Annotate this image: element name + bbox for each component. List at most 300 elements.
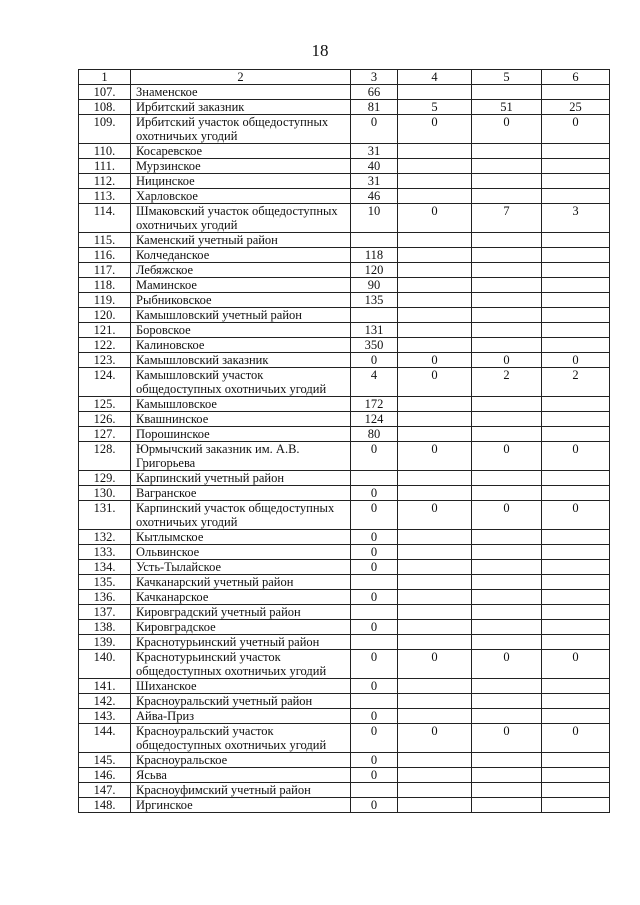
- column-header: 2: [131, 70, 351, 85]
- value-col-6: [542, 338, 610, 353]
- value-col-6: [542, 427, 610, 442]
- value-col-5: [472, 427, 542, 442]
- value-col-5: [472, 85, 542, 100]
- value-col-6: [542, 545, 610, 560]
- value-col-5: [472, 189, 542, 204]
- row-number: 145.: [79, 753, 131, 768]
- area-name: Красноуральское: [131, 753, 351, 768]
- row-number: 115.: [79, 233, 131, 248]
- value-col-3: 0: [351, 679, 398, 694]
- value-col-3: 131: [351, 323, 398, 338]
- area-name: Мурзинское: [131, 159, 351, 174]
- area-name: Качканарский учетный район: [131, 575, 351, 590]
- value-col-3: 46: [351, 189, 398, 204]
- row-number: 110.: [79, 144, 131, 159]
- row-number: 107.: [79, 85, 131, 100]
- value-col-4: 0: [398, 353, 472, 368]
- row-number: 122.: [79, 338, 131, 353]
- row-number: 132.: [79, 530, 131, 545]
- area-name: Кытлымское: [131, 530, 351, 545]
- table-row: [79, 679, 610, 694]
- value-col-4: [398, 159, 472, 174]
- value-col-3: 10: [351, 204, 398, 233]
- value-col-6: [542, 679, 610, 694]
- row-number: 128.: [79, 442, 131, 471]
- value-col-4: 0: [398, 724, 472, 753]
- row-number: 123.: [79, 353, 131, 368]
- table-row: [79, 798, 610, 813]
- value-col-5: [472, 248, 542, 263]
- value-col-3: 0: [351, 442, 398, 471]
- value-col-4: 0: [398, 115, 472, 144]
- row-number: 130.: [79, 486, 131, 501]
- value-col-5: 0: [472, 115, 542, 144]
- value-col-3: 31: [351, 144, 398, 159]
- value-col-4: 0: [398, 204, 472, 233]
- value-col-6: [542, 635, 610, 650]
- value-col-6: 0: [542, 115, 610, 144]
- row-number: 111.: [79, 159, 131, 174]
- value-col-3: 0: [351, 650, 398, 679]
- area-name: Краснотурьинский учетный район: [131, 635, 351, 650]
- table-row: [79, 338, 610, 353]
- row-number: 126.: [79, 412, 131, 427]
- table-row: [79, 248, 610, 263]
- value-col-6: [542, 397, 610, 412]
- value-col-6: [542, 768, 610, 783]
- row-number: 120.: [79, 308, 131, 323]
- value-col-3: 118: [351, 248, 398, 263]
- table-row: [79, 768, 610, 783]
- value-col-5: [472, 263, 542, 278]
- value-col-4: [398, 397, 472, 412]
- area-name: Кировградский учетный район: [131, 605, 351, 620]
- value-col-4: [398, 471, 472, 486]
- value-col-4: 0: [398, 650, 472, 679]
- value-col-4: [398, 427, 472, 442]
- value-col-3: 120: [351, 263, 398, 278]
- table-row: [79, 575, 610, 590]
- row-number: 125.: [79, 397, 131, 412]
- value-col-6: [542, 753, 610, 768]
- value-col-5: 0: [472, 442, 542, 471]
- value-col-4: 0: [398, 501, 472, 530]
- table-row: [79, 368, 610, 397]
- table-row: [79, 501, 610, 530]
- table-row: [79, 560, 610, 575]
- area-name: Маминское: [131, 278, 351, 293]
- value-col-4: [398, 590, 472, 605]
- value-col-3: [351, 605, 398, 620]
- table-row: [79, 397, 610, 412]
- value-col-6: [542, 590, 610, 605]
- row-number: 129.: [79, 471, 131, 486]
- table-row: [79, 233, 610, 248]
- data-table: [78, 69, 610, 813]
- row-number: 124.: [79, 368, 131, 397]
- value-col-3: 0: [351, 501, 398, 530]
- value-col-6: [542, 575, 610, 590]
- value-col-3: 81: [351, 100, 398, 115]
- page-number: 18: [311, 41, 329, 60]
- value-col-6: 0: [542, 724, 610, 753]
- area-name: Красноуральский учетный район: [131, 694, 351, 709]
- column-header: 6: [542, 70, 610, 85]
- area-name: Ирбитский заказник: [131, 100, 351, 115]
- area-name: Краснотурьинский участок общедоступных охотничьих угодий: [131, 650, 351, 679]
- value-col-6: 0: [542, 501, 610, 530]
- value-col-6: [542, 233, 610, 248]
- value-col-5: [472, 560, 542, 575]
- value-col-5: 7: [472, 204, 542, 233]
- row-number: 114.: [79, 204, 131, 233]
- value-col-6: [542, 709, 610, 724]
- value-col-4: [398, 278, 472, 293]
- value-col-3: [351, 308, 398, 323]
- area-name: Порошинское: [131, 427, 351, 442]
- table-row: [79, 100, 610, 115]
- area-name: Иргинское: [131, 798, 351, 813]
- area-name: Карпинский участок общедоступных охотничьих угодий: [131, 501, 351, 530]
- area-name: Карпинский учетный район: [131, 471, 351, 486]
- value-col-6: [542, 323, 610, 338]
- row-number: 144.: [79, 724, 131, 753]
- table-row: [79, 486, 610, 501]
- value-col-6: 25: [542, 100, 610, 115]
- value-col-3: [351, 694, 398, 709]
- area-name: Шиханское: [131, 679, 351, 694]
- value-col-5: 0: [472, 650, 542, 679]
- table-row: [79, 442, 610, 471]
- table-row: [79, 174, 610, 189]
- value-col-4: [398, 144, 472, 159]
- row-number: 116.: [79, 248, 131, 263]
- row-number: 127.: [79, 427, 131, 442]
- row-number: 137.: [79, 605, 131, 620]
- value-col-4: [398, 709, 472, 724]
- area-name: Лебяжское: [131, 263, 351, 278]
- value-col-3: 0: [351, 560, 398, 575]
- table-row: [79, 605, 610, 620]
- value-col-6: [542, 308, 610, 323]
- value-col-3: 0: [351, 620, 398, 635]
- value-col-3: 124: [351, 412, 398, 427]
- value-col-4: [398, 545, 472, 560]
- value-col-4: [398, 174, 472, 189]
- row-number: 146.: [79, 768, 131, 783]
- value-col-4: [398, 293, 472, 308]
- table-row: [79, 85, 610, 100]
- area-name: Качканарское: [131, 590, 351, 605]
- value-col-6: [542, 530, 610, 545]
- row-number: 134.: [79, 560, 131, 575]
- value-col-3: [351, 783, 398, 798]
- row-number: 142.: [79, 694, 131, 709]
- value-col-6: 3: [542, 204, 610, 233]
- table-row: [79, 620, 610, 635]
- table-row: [79, 412, 610, 427]
- value-col-6: [542, 85, 610, 100]
- row-number: 148.: [79, 798, 131, 813]
- value-col-5: [472, 397, 542, 412]
- row-number: 113.: [79, 189, 131, 204]
- value-col-6: [542, 144, 610, 159]
- value-col-5: [472, 590, 542, 605]
- value-col-5: [472, 233, 542, 248]
- value-col-3: 90: [351, 278, 398, 293]
- table-row: [79, 694, 610, 709]
- value-col-5: [472, 471, 542, 486]
- value-col-6: [542, 471, 610, 486]
- column-header: 4: [398, 70, 472, 85]
- row-number: 109.: [79, 115, 131, 144]
- area-name: Ольвинское: [131, 545, 351, 560]
- area-name: Квашнинское: [131, 412, 351, 427]
- value-col-5: [472, 159, 542, 174]
- table-row: [79, 144, 610, 159]
- value-col-3: [351, 471, 398, 486]
- value-col-4: [398, 85, 472, 100]
- area-name: Косаревское: [131, 144, 351, 159]
- value-col-6: 0: [542, 650, 610, 679]
- value-col-3: 350: [351, 338, 398, 353]
- value-col-4: [398, 323, 472, 338]
- value-col-5: [472, 174, 542, 189]
- area-name: Ясьва: [131, 768, 351, 783]
- value-col-4: [398, 635, 472, 650]
- value-col-5: [472, 323, 542, 338]
- row-number: 133.: [79, 545, 131, 560]
- area-name: Юрмычский заказник им. А.В. Григорьева: [131, 442, 351, 471]
- value-col-5: [472, 709, 542, 724]
- value-col-6: [542, 263, 610, 278]
- value-col-6: 0: [542, 353, 610, 368]
- value-col-6: [542, 560, 610, 575]
- value-col-3: 172: [351, 397, 398, 412]
- table-row: [79, 115, 610, 144]
- value-col-3: 135: [351, 293, 398, 308]
- value-col-5: [472, 144, 542, 159]
- area-name: Камышловский участок общедоступных охотничьих угодий: [131, 368, 351, 397]
- table-row: [79, 471, 610, 486]
- value-col-3: [351, 635, 398, 650]
- table-row: [79, 590, 610, 605]
- table-row: [79, 427, 610, 442]
- value-col-5: [472, 798, 542, 813]
- value-col-5: [472, 293, 542, 308]
- area-name: Харловское: [131, 189, 351, 204]
- value-col-4: [398, 248, 472, 263]
- value-col-6: 0: [542, 442, 610, 471]
- value-col-5: 51: [472, 100, 542, 115]
- table-row: [79, 263, 610, 278]
- row-number: 112.: [79, 174, 131, 189]
- area-name: Камышловский учетный район: [131, 308, 351, 323]
- value-col-4: [398, 530, 472, 545]
- value-col-5: [472, 486, 542, 501]
- value-col-5: 0: [472, 353, 542, 368]
- table-row: [79, 189, 610, 204]
- value-col-5: [472, 605, 542, 620]
- value-col-3: 40: [351, 159, 398, 174]
- row-number: 138.: [79, 620, 131, 635]
- table-row: [79, 530, 610, 545]
- value-col-6: [542, 248, 610, 263]
- value-col-4: [398, 694, 472, 709]
- value-col-4: [398, 679, 472, 694]
- value-col-4: [398, 233, 472, 248]
- value-col-4: [398, 620, 472, 635]
- value-col-5: [472, 635, 542, 650]
- area-name: Вагранское: [131, 486, 351, 501]
- value-col-4: [398, 605, 472, 620]
- value-col-3: 31: [351, 174, 398, 189]
- area-name: Камышловский заказник: [131, 353, 351, 368]
- value-col-5: [472, 694, 542, 709]
- value-col-5: [472, 783, 542, 798]
- value-col-4: 0: [398, 442, 472, 471]
- table-row: [79, 353, 610, 368]
- value-col-6: [542, 159, 610, 174]
- table-row: [79, 204, 610, 233]
- value-col-3: 0: [351, 545, 398, 560]
- table-row: [79, 724, 610, 753]
- table-row: [79, 308, 610, 323]
- value-col-5: [472, 753, 542, 768]
- value-col-6: [542, 694, 610, 709]
- value-col-6: [542, 620, 610, 635]
- area-name: Каменский учетный район: [131, 233, 351, 248]
- row-number: 143.: [79, 709, 131, 724]
- table-row: [79, 783, 610, 798]
- row-number: 119.: [79, 293, 131, 308]
- value-col-3: 0: [351, 486, 398, 501]
- row-number: 141.: [79, 679, 131, 694]
- value-col-4: 0: [398, 368, 472, 397]
- table-row: [79, 278, 610, 293]
- value-col-5: [472, 679, 542, 694]
- value-col-3: 80: [351, 427, 398, 442]
- value-col-6: [542, 412, 610, 427]
- row-number: 136.: [79, 590, 131, 605]
- value-col-6: 2: [542, 368, 610, 397]
- table-row: [79, 545, 610, 560]
- value-col-4: [398, 768, 472, 783]
- value-col-4: [398, 338, 472, 353]
- column-header: 3: [351, 70, 398, 85]
- value-col-3: 0: [351, 753, 398, 768]
- area-name: Колчеданское: [131, 248, 351, 263]
- area-name: Кировградское: [131, 620, 351, 635]
- value-col-6: [542, 486, 610, 501]
- row-number: 139.: [79, 635, 131, 650]
- area-name: Калиновское: [131, 338, 351, 353]
- value-col-5: [472, 545, 542, 560]
- row-number: 121.: [79, 323, 131, 338]
- value-col-6: [542, 783, 610, 798]
- row-number: 140.: [79, 650, 131, 679]
- value-col-4: [398, 412, 472, 427]
- value-col-3: 0: [351, 530, 398, 545]
- value-col-3: 4: [351, 368, 398, 397]
- row-number: 118.: [79, 278, 131, 293]
- value-col-3: 0: [351, 709, 398, 724]
- value-col-6: [542, 798, 610, 813]
- area-name: Камышловское: [131, 397, 351, 412]
- value-col-4: [398, 575, 472, 590]
- value-col-6: [542, 174, 610, 189]
- area-name: Шмаковский участок общедоступных охотничьих угодий: [131, 204, 351, 233]
- table-row: [79, 709, 610, 724]
- column-header: 1: [79, 70, 131, 85]
- value-col-3: 0: [351, 590, 398, 605]
- area-name: Усть-Тылайское: [131, 560, 351, 575]
- value-col-6: [542, 605, 610, 620]
- value-col-5: 0: [472, 724, 542, 753]
- value-col-5: [472, 278, 542, 293]
- table-row: [79, 323, 610, 338]
- value-col-5: [472, 620, 542, 635]
- value-col-4: [398, 798, 472, 813]
- table-row: [79, 159, 610, 174]
- row-number: 117.: [79, 263, 131, 278]
- value-col-5: [472, 530, 542, 545]
- value-col-5: [472, 412, 542, 427]
- value-col-4: [398, 560, 472, 575]
- value-col-5: [472, 308, 542, 323]
- table-row: [79, 753, 610, 768]
- value-col-3: 0: [351, 768, 398, 783]
- value-col-4: [398, 308, 472, 323]
- area-name: Красноуфимский учетный район: [131, 783, 351, 798]
- value-col-3: 0: [351, 353, 398, 368]
- area-name: Боровское: [131, 323, 351, 338]
- area-name: Красноуральский участок общедоступных охотничьих угодий: [131, 724, 351, 753]
- value-col-4: [398, 783, 472, 798]
- table-header-row: [79, 70, 610, 85]
- area-name: Знаменское: [131, 85, 351, 100]
- value-col-6: [542, 278, 610, 293]
- value-col-5: 0: [472, 501, 542, 530]
- column-header: 5: [472, 70, 542, 85]
- value-col-3: 0: [351, 115, 398, 144]
- value-col-4: [398, 486, 472, 501]
- row-number: 147.: [79, 783, 131, 798]
- row-number: 108.: [79, 100, 131, 115]
- value-col-6: [542, 189, 610, 204]
- row-number: 131.: [79, 501, 131, 530]
- value-col-4: [398, 753, 472, 768]
- value-col-5: [472, 768, 542, 783]
- value-col-4: [398, 189, 472, 204]
- area-name: Айва-Приз: [131, 709, 351, 724]
- value-col-6: [542, 293, 610, 308]
- value-col-3: [351, 233, 398, 248]
- table-row: [79, 650, 610, 679]
- value-col-5: [472, 575, 542, 590]
- value-col-3: [351, 575, 398, 590]
- area-name: Рыбниковское: [131, 293, 351, 308]
- value-col-5: 2: [472, 368, 542, 397]
- value-col-3: 66: [351, 85, 398, 100]
- table-row: [79, 293, 610, 308]
- area-name: Ницинское: [131, 174, 351, 189]
- value-col-4: [398, 263, 472, 278]
- area-name: Ирбитский участок общедоступных охотничьих угодий: [131, 115, 351, 144]
- row-number: 135.: [79, 575, 131, 590]
- value-col-3: 0: [351, 798, 398, 813]
- table-row: [79, 635, 610, 650]
